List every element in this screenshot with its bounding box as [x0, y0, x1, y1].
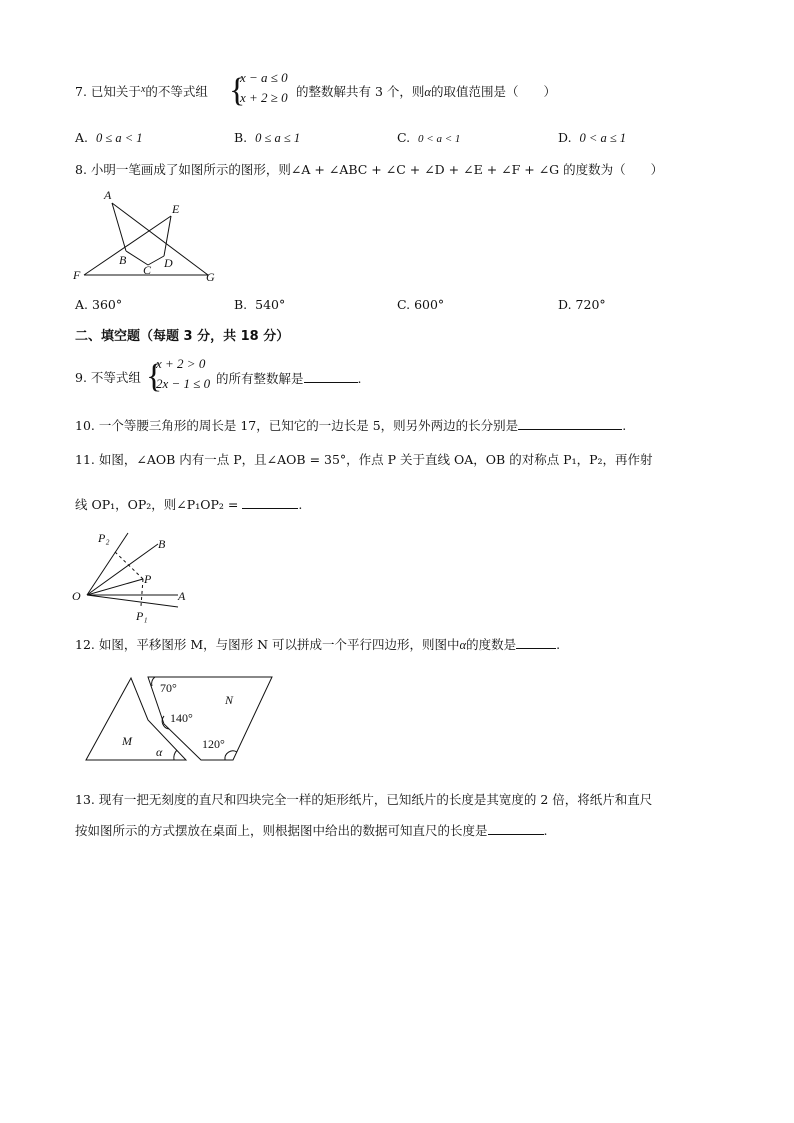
q9-text-pre: 不等式组 [90, 370, 141, 385]
q9-brace: { [146, 358, 163, 395]
q8-label-C: C [143, 263, 152, 277]
q7-text-pre: 已知关于 [90, 84, 141, 99]
q12-text: 如图，平移图形 M，与图形 N 可以拼成一个平行四边形，则图中 [98, 637, 460, 652]
q13-stem-line1 [75, 792, 652, 807]
q8-number: 8. [75, 162, 87, 177]
option-label: C. [397, 297, 411, 312]
option-label: A. [75, 297, 89, 312]
q12-arc-alpha [174, 750, 177, 760]
q12-end: . [556, 637, 561, 652]
q9-stem-post [216, 370, 362, 386]
q9-number: 9. [75, 370, 87, 385]
q11-label-P1: P₁ [136, 609, 148, 623]
q11-figure [68, 528, 198, 624]
option-text: 720° [575, 297, 606, 312]
q12-text-tail: 的度数是 [466, 637, 517, 652]
q7-text-tail: 的取值范围是（ ） [430, 84, 556, 99]
q8-option-b[interactable] [234, 297, 285, 312]
q11-label-O: O [72, 589, 81, 603]
q12-label-M: M [122, 734, 132, 748]
q7-option-a[interactable] [75, 130, 143, 146]
q10-number: 10. [75, 418, 95, 433]
q7-system-line2: x + 2 ≥ 0 [240, 90, 288, 105]
q7-text-mid: 的不等式组 [145, 84, 208, 99]
q9-end: . [357, 371, 362, 386]
q9-answer-blank[interactable] [304, 370, 358, 383]
q8-stem [75, 162, 663, 177]
q7-stem [75, 84, 208, 99]
option-label: B. [234, 297, 248, 312]
q7-stem-post [296, 84, 556, 100]
q11-label-P2: P₂ [98, 531, 110, 545]
option-label: B. [234, 130, 248, 145]
option-label: D. [558, 130, 572, 145]
q10-text: 一个等腰三角形的周长是 17，已知它的一边长是 5，则另外两边的长分别是 [98, 418, 519, 433]
q7-text-post: 的整数解共有 3 个，则 [296, 84, 425, 99]
q12-label-N: N [225, 693, 234, 707]
q7-system-line1: x − a ≤ 0 [240, 70, 288, 85]
q11-ray-OB [87, 544, 158, 595]
option-text: 600° [414, 297, 445, 312]
q9-text-post: 的所有整数解是 [216, 371, 304, 386]
q11-label-A: A [178, 589, 186, 603]
q10-end: . [622, 418, 627, 433]
q12-label-140: 140° [170, 711, 193, 725]
q11-label-P: P [144, 572, 152, 586]
q12-arc-70 [152, 677, 155, 686]
q9-system [156, 354, 210, 394]
q13-text-line1: 现有一把无刻度的直尺和四块完全一样的矩形纸片，已知纸片的长度是其宽度的 2 倍，将纸片和直尺 [98, 792, 653, 807]
q8-label-D: D [164, 256, 173, 270]
option-text: 0 ≤ a ≤ 1 [255, 131, 301, 145]
q7-option-b[interactable] [234, 130, 300, 146]
q9-system-line2: 2x − 1 ≤ 0 [156, 376, 211, 391]
q8-label-B: B [119, 253, 127, 267]
option-text: 0 ≤ a < 1 [95, 131, 143, 145]
q11-stem-line2 [75, 496, 302, 512]
q12-number: 12. [75, 637, 95, 652]
q8-label-A: A [104, 188, 112, 202]
option-label: D. [558, 297, 572, 312]
option-text: 0 < a ≤ 1 [579, 131, 627, 145]
q8-text: 小明一笔画成了如图所示的图形，则∠A + ∠ABC + ∠C + ∠D + ∠E + ∠F + ∠G 的度数为（ ） [90, 162, 664, 177]
q12-label-70: 70° [160, 681, 177, 695]
q13-end: . [543, 823, 548, 838]
q13-number: 13. [75, 792, 95, 807]
q11-text-line2: 线 OP₁，OP₂，则∠P₁OP₂ = [75, 497, 239, 512]
q11-number: 11. [75, 452, 95, 467]
q8-seg-FE [84, 216, 171, 275]
q8-option-c[interactable] [397, 297, 444, 312]
q12-figure [80, 670, 280, 766]
q12-var-a: α [459, 638, 467, 652]
q13-text-line2: 按如图所示的方式摆放在桌面上，则根据图中给出的数据可知直尺的长度是 [75, 823, 488, 838]
q11-answer-blank[interactable] [242, 496, 298, 509]
q11-stem-line1 [75, 452, 653, 467]
q10-stem [75, 417, 626, 433]
q7-option-c[interactable] [397, 130, 460, 145]
q13-answer-blank[interactable] [488, 822, 544, 835]
q11-label-B: B [158, 537, 166, 551]
q11-dashed-P-P2 [113, 550, 143, 579]
q7-system [240, 68, 288, 108]
option-text: 0 < a < 1 [418, 133, 461, 145]
q12-label-120: 120° [202, 737, 225, 751]
option-text: 360° [92, 297, 123, 312]
q8-label-E: E [172, 202, 180, 216]
q8-seg-AG [112, 203, 208, 275]
option-label: A. [75, 130, 89, 145]
q8-label-G: G [206, 270, 215, 284]
q8-seg-ED [164, 216, 171, 256]
q12-stem [75, 636, 560, 653]
q12-label-alpha: α [156, 745, 163, 759]
q13-stem-line2 [75, 822, 548, 838]
q8-option-a[interactable] [75, 297, 122, 312]
q8-option-d[interactable] [558, 297, 606, 312]
q11-ray-OP1 [87, 595, 178, 607]
q7-brace: { [229, 72, 246, 109]
q7-number: 7. [75, 84, 87, 99]
option-label: C. [397, 130, 411, 145]
q12-answer-blank[interactable] [516, 636, 556, 649]
option-text: 540° [255, 297, 286, 312]
q11-end: . [298, 497, 303, 512]
q9-stem [75, 370, 141, 385]
q8-seg-AB [112, 203, 126, 251]
q7-var-a: α [424, 85, 431, 99]
q7-option-d[interactable] [558, 130, 626, 146]
section-title: 二、填空题（每题 3 分，共 18 分） [75, 329, 290, 344]
q10-answer-blank[interactable] [518, 417, 622, 430]
q8-figure [68, 186, 228, 286]
q8-label-F: F [73, 268, 81, 282]
q9-system-line1: x + 2 > 0 [156, 356, 206, 371]
q7-var-x: x [140, 84, 146, 95]
q11-text-line1: 如图，∠AOB 内有一点 P，且∠AOB = 35°，作点 P 关于直线 OA，OB 的对称点 P₁，P₂，再作射 [98, 452, 653, 467]
